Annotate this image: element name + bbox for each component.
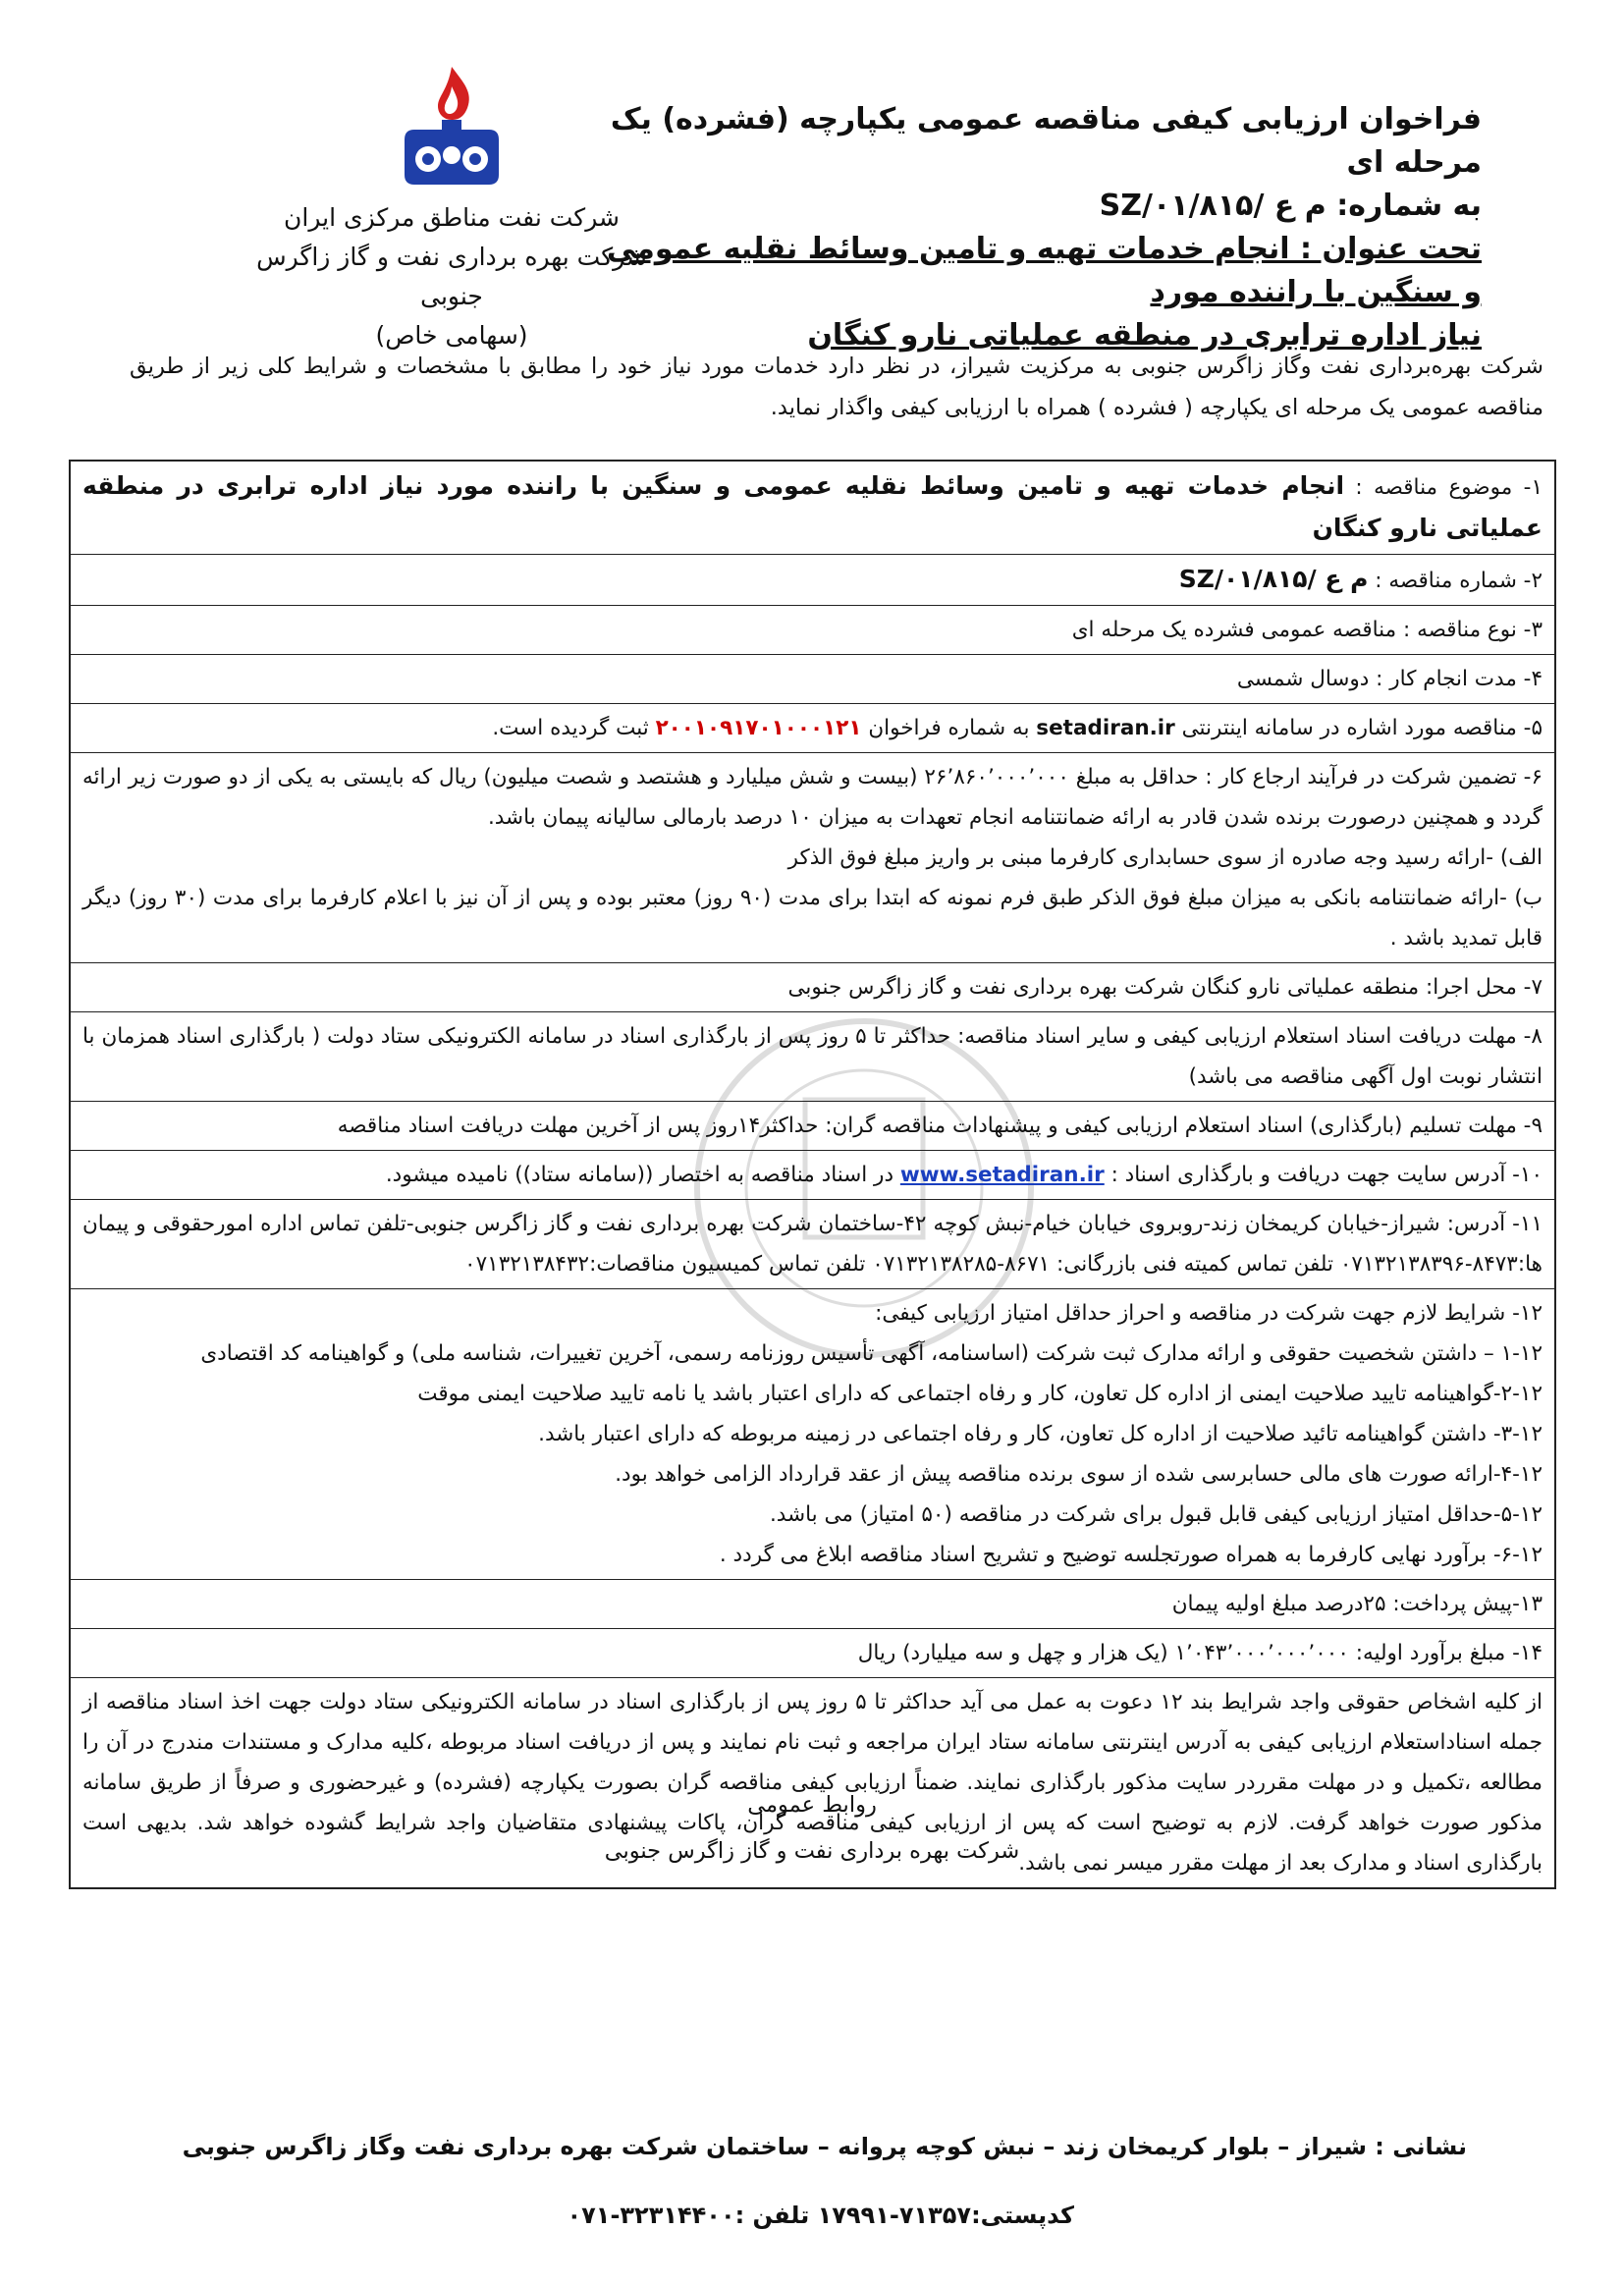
intro-paragraph: شرکت بهره‌برداری نفت وگاز زاگرس جنوبی به مرکزیت شیراز، در نظر دارد خدمات مورد نیاز خود را مطابق با مشخصات و شرایط کلی زیر از طریق مناقصه عمومی یک مرحله ای یکپارچه ( فشرده ) همراه با ارزیابی کیفی واگذار نماید. — [130, 354, 1543, 420]
title-line-4: نیاز اداره ترابری در منطقه عملیاتی نارو کنگان — [807, 318, 1482, 353]
guarantee-option-b: ب) -ارائه ضمانتنامه بانکی به میزان مبلغ فوق الذکر طبق فرم نمونه که ابتدا برای مدت (۹۰ روز) معتبر بوده و پس از آن نیز با اعلام کارفرما برای مدت (۳۰ روز) دیگر قابل تمدید باشد . — [82, 886, 1543, 951]
row-subject-value: انجام خدمات تهیه و تامین وسائط نقلیه عمومی و سنگین با راننده مورد نیاز اداره ترابری در منطقه عملیاتی نارو کنگان — [82, 471, 1543, 542]
row5-text-a: ۵- مناقصه مورد اشاره در سامانه اینترنتی — [1174, 716, 1543, 740]
row-invitation: از کلیه اشخاص حقوقی واجد شرایط بند ۱۲ دعوت به عمل می آید حداکثر تا ۵ روز پس از بارگذاری اسناد در سامانه الکترونیکی ستاد دولت جهت اخذ اسناد مناقصه از جمله اسناداستعلام ارزیابی کیفی به آدرس اینترنتی سامانه ستاد ایران مراجعه و ثبت نام نمایند و پس از دریافت اسناد مربوطه ،کلیه مدارک و مستندات مندرج در آن را مطالعه ،تکمیل و در مهلت مقرردر سایت مذکور بارگذاری نمایند. ضمناً ارزیابی کیفی مناقصه گران بصورت یکپارچه (فشرده) و غیرحضوری و صرفاً از طریق سامانه مذکور صورت خواهد گرفت. لازم به توضیح است که پس از ارزیابی کیفی مناقصه گران، پاکات پیشنهادی متقاضیان واجد شرایط گشوده خواهد شد. بدیهی است بارگذاری اسناد و مدارک بعد از مهلت مقرر میسر نمی باشد. — [82, 1690, 1543, 1876]
company-name-1: شرکت نفت مناطق مرکزی ایران — [284, 203, 620, 232]
condition-4: ۴-۱۲-ارائه صورت های مالی حسابرسی شده از سوی برنده مناقصه پیش از عقد قرارداد الزامی خواهد بود. — [615, 1462, 1543, 1487]
title-line-1: فراخوان ارزیابی کیفی مناقصه عمومی یکپارچه (فشرده) یک مرحله ای — [610, 102, 1482, 180]
conditions-title: ۱۲- شرایط لازم جهت شرکت در مناقصه و احراز حداقل امتیاز ارزیابی کیفی: — [875, 1301, 1543, 1326]
condition-5: ۵-۱۲-حداقل امتیاز ارزیابی کیفی قابل قبول برای شرکت در مناقصه (۵۰ امتیاز) می باشد. — [769, 1502, 1543, 1527]
row-tender-type: ۳- نوع مناقصه : مناقصه عمومی فشرده یک مرحله ای — [71, 606, 1554, 655]
company-name-2: شرکت بهره برداری نفت و گاز زاگرس جنوبی — [256, 243, 647, 310]
company-logo-block — [245, 61, 658, 355]
row-conditions — [71, 1289, 1554, 1580]
row-website — [71, 1151, 1554, 1200]
guarantee-option-a: الف) -ارائه رسید وجه صادره از سوی حسابداری کارفرما مبنی بر واریز مبلغ فوق الذکر — [787, 845, 1543, 870]
row5-text-c: ثبت گردیده است. — [492, 716, 656, 740]
guarantee-main: ۶- تضمین شرکت در فرآیند ارجاع کار : حداقل به مبلغ ۲۶٬۸۶۰٬۰۰۰٬۰۰۰ (بیست و شش میلیارد و هشتصد و شصت میلیون) ریال که بایستی به یکی از دو صورت زیر ارائه گردد و همچنین درصورت برنده شدن قادر به ارائه ضمانتنامه انجام تعهدات به میزان ۱۰ درصد بارمالی سالیانه پیمان باشد. — [82, 765, 1543, 830]
condition-3: ۳-۱۲- داشتن گواهینامه تائید صلاحیت از اداره کل تعاون، کار و رفاه اجتماعی در زمینه مربوطه که دارای اعتبار باشد. — [538, 1422, 1543, 1446]
condition-2: ۲-۱۲-گواهینامه تایید صلاحیت ایمنی از اداره کل تعاون، کار و رفاه اجتماعی که دارای اعتبار باشد یا نامه تایید صلاحیت ایمنی موقت — [417, 1382, 1543, 1406]
condition-6: ۶-۱۲- برآورد نهایی کارفرما به همراه صورتجلسه توضیح و تشریح اسناد مناقصه ابلاغ می گردد . — [719, 1543, 1543, 1567]
row-address: ۱۱- آدرس: شیراز-خیابان کریمخان زند-روبروی خیابان خیام-نبش کوچه ۴۲-ساختمان شرکت بهره برداری نفت و گاز زاگرس جنوبی-تلفن تماس اداره امورحقوقی و پیمان ها:۸۴۷۳-۰۷۱۳۲۱۳۸۳۹۶ تلفن تماس کمیته فنی بازرگانی: ۸۶۷۱-۰۷۱۳۲۱۳۸۲۸۵ تلفن تماس کمیسیون مناقصات:۰۷۱۳۲۱۳۸۴۳۲ — [71, 1200, 1554, 1289]
company-type: (سهامی خاص) — [375, 321, 528, 350]
header-title-block — [578, 98, 1482, 357]
row10-text-a: ۱۰- آدرس سایت جهت دریافت و بارگذاری اسناد : — [1104, 1163, 1543, 1187]
row-tender-number — [71, 555, 1554, 606]
row5-text-b: به شماره فراخوان — [861, 716, 1037, 740]
public-relations-label: روابط عمومی — [747, 1792, 877, 1818]
nioc-flame-logo-icon — [383, 61, 520, 198]
call-number: ۲۰۰۱۰۹۱۷۰۱۰۰۰۱۲۱ — [655, 716, 862, 740]
row-tender-number-value: م ع /SZ/۰۱/۸۱۵ — [1178, 565, 1369, 593]
footer-address: نشانی : شیراز – بلوار کریمخان زند – نبش کوچه پروانه – ساختمان شرکت بهره برداری نفت وگاز زاگرس جنوبی — [182, 2133, 1467, 2160]
title-line-2: به شماره: م ع /SZ/۰۱/۸۱۵ — [1099, 189, 1482, 223]
row-submission-deadline: ۹- مهلت تسلیم (بارگذاری) اسناد استعلام ارزیابی کیفی و پیشنهادات مناقصه گران: حداکثر۱۴روز پس از آخرین مهلت دریافت اسناد مناقصه — [71, 1102, 1554, 1151]
footer-company-name: شرکت بهره برداری نفت و گاز زاگرس جنوبی — [604, 1838, 1020, 1864]
title-line-3: تحت عنوان : انجام خدمات تهیه و تامین وسائط نقلیه عمومی و سنگین با راننده مورد — [606, 232, 1482, 309]
setad-site-text: setadiran.ir — [1036, 716, 1175, 740]
tender-details-table — [69, 460, 1556, 1889]
row-location: ۷- محل اجرا: منطقه عملیاتی نارو کنگان شرکت بهره برداری نفت و گاز زاگرس جنوبی — [71, 963, 1554, 1012]
footer-postal-phone: کدپستی:۷۱۳۵۷-۱۷۹۹۱ تلفن :۳۲۳۱۴۴۰۰-۰۷۱ — [567, 2202, 1074, 2229]
setadiran-link[interactable]: www.setadiran.ir — [899, 1163, 1105, 1187]
row-document-deadline: ۸- مهلت دریافت اسناد استعلام ارزیابی کیفی و سایر اسناد مناقصه: حداکثر تا ۵ روز پس از بارگذاری اسناد در سامانه الکترونیکی ستاد دولت ( بارگذاری اسناد همزمان با انتشار نوبت اول آگهی مناقصه می باشد) — [71, 1012, 1554, 1102]
row-setad-registration — [71, 704, 1554, 753]
condition-1: ۱-۱۲ – داشتن شخصیت حقوقی و ارائه مدارک ثبت شرکت (اساسنامه، آگهی تأسیس روزنامه رسمی، آخرین تغییرات، شناسه ملی) و گواهینامه کد اقتصادی — [200, 1341, 1543, 1366]
row-subject — [71, 462, 1554, 555]
row-estimate: ۱۴- مبلغ برآورد اولیه: ۱٬۰۴۳٬۰۰۰٬۰۰۰٬۰۰۰ (یک هزار و چهل و سه میلیارد) ریال — [71, 1629, 1554, 1678]
row-tender-number-label: ۲- شماره مناقصه : — [1368, 569, 1543, 593]
row-subject-label: ۱- موضوع مناقصه : — [1344, 475, 1543, 500]
row10-text-b: در اسناد مناقصه به اختصار ((سامانه ستاد)) نامیده میشود. — [385, 1163, 900, 1187]
row-guarantee — [71, 753, 1554, 963]
row-duration: ۴- مدت انجام کار : دوسال شمسی — [71, 655, 1554, 704]
row-prepayment: ۱۳-پیش پرداخت: ۲۵درصد مبلغ اولیه پیمان — [71, 1580, 1554, 1629]
